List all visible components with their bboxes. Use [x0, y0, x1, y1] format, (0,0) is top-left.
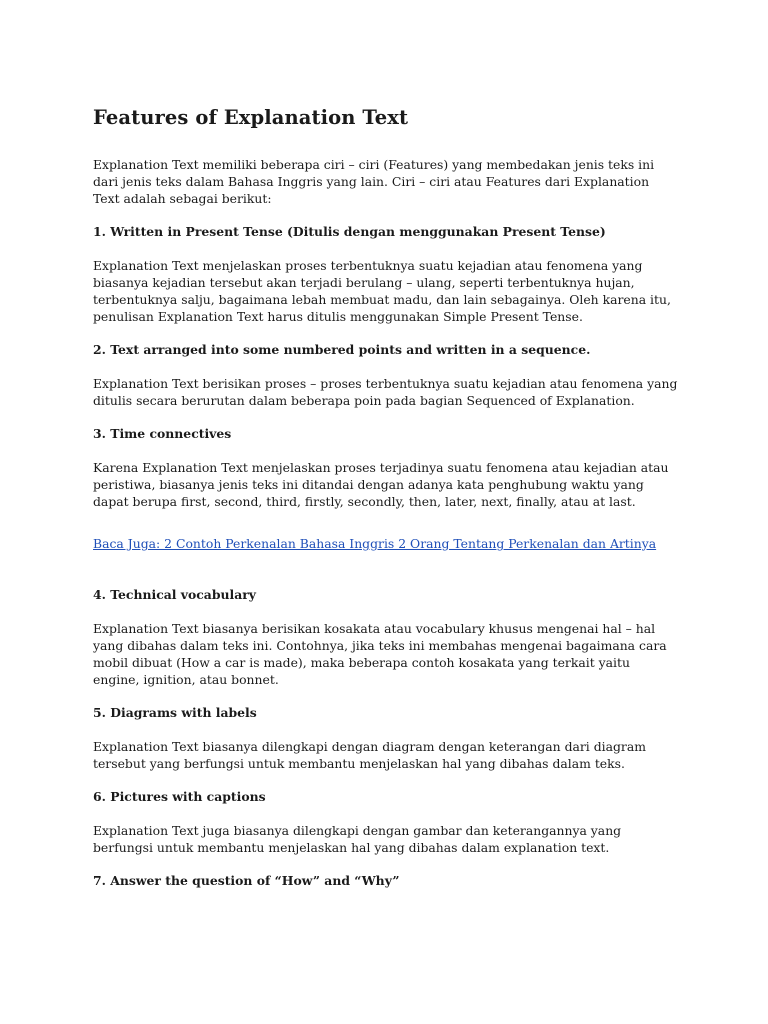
section-heading-1: 1. Written in Present Tense (Ditulis dengan menggunakan Present Tense) — [93, 224, 606, 239]
related-link-paragraph — [93, 535, 678, 552]
section-heading-6: 6. Pictures with captions — [93, 789, 266, 804]
section-body-4: Explanation Text biasanya berisikan kosakata atau vocabulary khusus mengenai hal – hal yang dibahas dalam teks ini. Contohnya, jika teks ini membahas mengenai bagaimana cara mobil dibuat (How a car is made), maka beberapa contoh kosakata yang terkait yaitu engine, ignition, atau bonnet. — [93, 621, 667, 687]
section-body-3: Karena Explanation Text menjelaskan proses terjadinya suatu fenomena atau kejadian atau peristiwa, biasanya jenis teks ini ditandai dengan adanya kata penghubung waktu yang dapat berupa first, second, third, firstly, secondly, then, later, next, finally, atau at last. — [93, 460, 669, 509]
section-body-1: Explanation Text menjelaskan proses terbentuknya suatu kejadian atau fenomena yang biasanya kejadian tersebut akan terjadi berulang – ulang, seperti terbentuknya hujan, terbentuknya salju, bagaimana lebah membuat madu, dan lain sebagainya. Oleh karena itu, penulisan Explanation Text harus ditulis menggunakan Simple Present Tense. — [93, 258, 671, 324]
section-heading-5: 5. Diagrams with labels — [93, 705, 257, 720]
section-body-5: Explanation Text biasanya dilengkapi dengan diagram dengan keterangan dari diagram tersebut yang berfungsi untuk membantu menjelaskan hal yang dibahas dalam teks. — [93, 739, 646, 771]
section-body-6: Explanation Text juga biasanya dilengkapi dengan gambar dan keterangannya yang berfungsi untuk membantu menjelaskan hal yang dibahas dalam explanation text. — [93, 823, 622, 855]
section-heading-2: 2. Text arranged into some numbered points and written in a sequence. — [93, 342, 591, 357]
related-article-link[interactable]: Baca Juga: 2 Contoh Perkenalan Bahasa Inggris 2 Orang Tentang Perkenalan dan Artinya — [93, 536, 657, 551]
document-page — [93, 104, 678, 906]
section-heading-4: 4. Technical vocabulary — [93, 587, 256, 602]
section-body-2: Explanation Text berisikan proses – proses terbentuknya suatu kejadian atau fenomena yang ditulis secara berurutan dalam beberapa poin pada bagian Sequenced of Explanation. — [93, 376, 678, 408]
section-heading-3: 3. Time connectives — [93, 426, 232, 441]
section-heading-7: 7. Answer the question of “How” and “Why” — [93, 873, 400, 888]
page-title: Features of Explanation Text — [93, 106, 409, 129]
intro-paragraph: Explanation Text memiliki beberapa ciri – ciri (Features) yang membedakan jenis teks ini dari jenis teks dalam Bahasa Inggris yang lain. Ciri – ciri atau Features dari Explanation Text adalah sebagai berikut: — [93, 157, 655, 206]
